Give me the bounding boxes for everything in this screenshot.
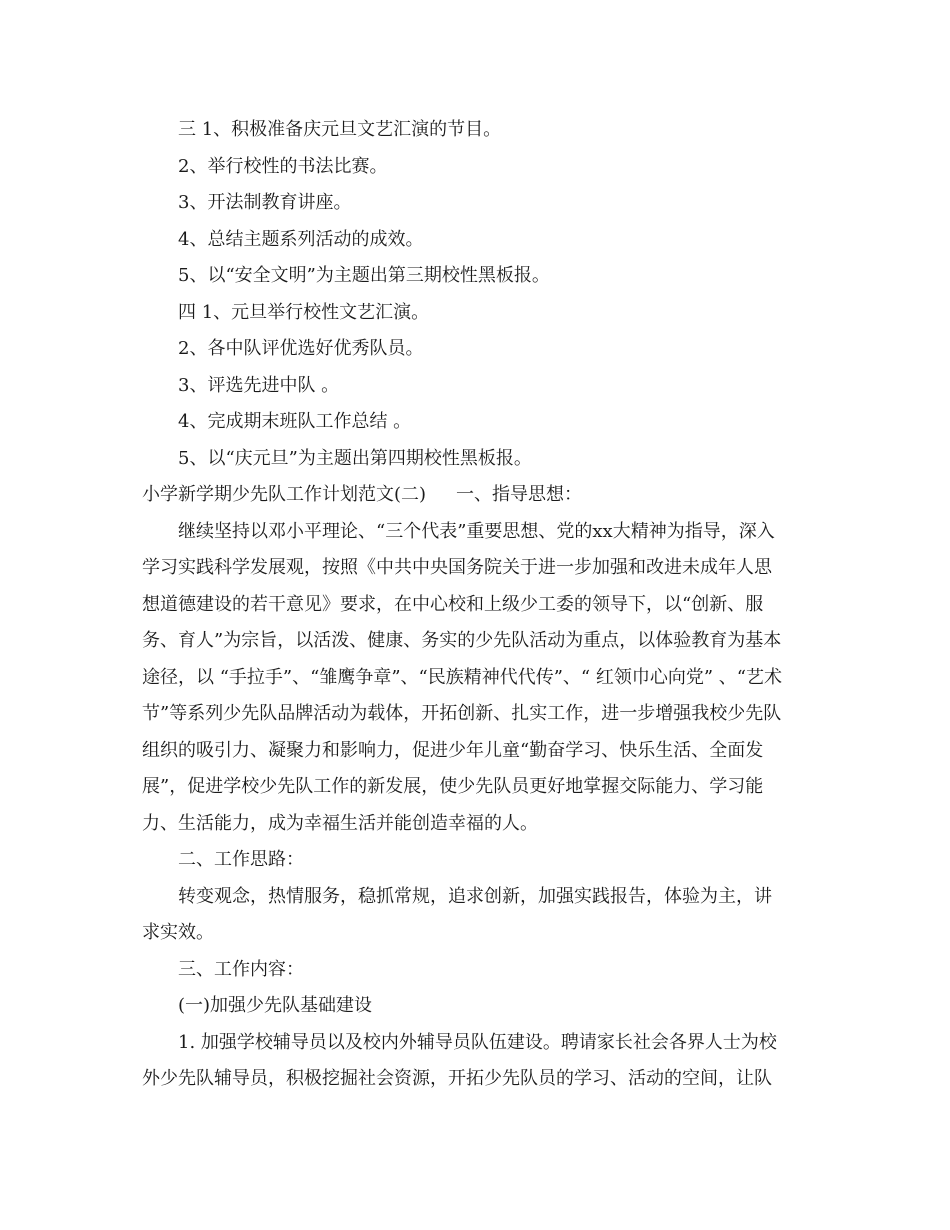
section4-item-2: 2、各中队评优选好优秀队员。 <box>178 338 424 359</box>
section4-item-5: 5、以“庆元旦”为主题出第四期校性黑板报。 <box>178 447 532 469</box>
section3-item-1: 三 1、积极准备庆元旦文艺汇演的节目。 <box>178 119 502 140</box>
approach-heading: 二、工作思路： <box>178 849 304 870</box>
section4-item-1: 四 1、元旦举行校性文艺汇演。 <box>178 301 430 323</box>
content-line-2: 外少先队辅导员，积极挖掘社会资源，开拓少先队员的学习、活动的空间，让队 <box>142 1068 772 1089</box>
section4-item-4: 4、完成期末班队工作总结 。 <box>178 411 412 432</box>
guiding-line-5: 途径，以 “手拉手”、“雏鹰争章”、“民族精神代代传”、“ 红领巾心向党” 、“艺术 <box>142 666 782 688</box>
section3-item-4: 4、总结主题系列活动的成效。 <box>178 228 424 250</box>
content-line-1: 1. 加强学校辅导员以及校内外辅导员队伍建设。聘请家长社会各界人士为校 <box>178 1031 777 1053</box>
approach-line-2: 求实效。 <box>142 922 214 943</box>
document-page <box>142 112 814 1098</box>
guiding-line-1: 继续坚持以邓小平理论、“三个代表”重要思想、党的xx大精神为指导，深入 <box>178 520 775 542</box>
guiding-line-3: 想道德建设的若干意见》要求，在中心校和上级少工委的领导下，以“创新、服 <box>142 593 764 615</box>
guiding-line-6: 节”等系列少先队品牌活动为载体，开拓创新、扎实工作，进一步增强我校少先队 <box>142 703 782 724</box>
document-title: 小学新学期少先队工作计划范文(二) <box>142 484 427 505</box>
section3-item-3: 3、开法制教育讲座。 <box>178 192 352 213</box>
guiding-line-9: 力、生活能力，成为幸福生活并能创造幸福的人。 <box>142 812 538 834</box>
content-heading: 三、工作内容： <box>178 958 304 980</box>
content-subheading: (一)加强少先队基础建设 <box>178 995 373 1016</box>
section3-item-2: 2、举行校性的书法比赛。 <box>178 155 388 177</box>
section3-item-5: 5、以“安全文明”为主题出第三期校性黑板报。 <box>178 265 550 286</box>
approach-line-1: 转变观念，热情服务，稳抓常规，追求创新，加强实践报告，体验为主，讲 <box>178 885 772 907</box>
section4-item-3: 3、评选先进中队 。 <box>178 374 340 396</box>
guiding-line-4: 务、育人”为宗旨，以活泼、健康、务实的少先队活动为重点，以体验教育为基本 <box>142 630 782 651</box>
guiding-line-2: 学习实践科学发展观，按照《中共中央国务院关于进一步加强和改进未成年人思 <box>142 557 772 578</box>
guiding-heading: 一、指导思想： <box>456 484 583 505</box>
guiding-line-8: 展”，促进学校少先队工作的新发展，使少先队员更好地掌握交际能力、学习能 <box>142 776 764 797</box>
guiding-line-7: 组织的吸引力、凝聚力和影响力，促进少年儿童“勤奋学习、快乐生活、全面发 <box>142 739 764 761</box>
title-line <box>142 477 814 514</box>
